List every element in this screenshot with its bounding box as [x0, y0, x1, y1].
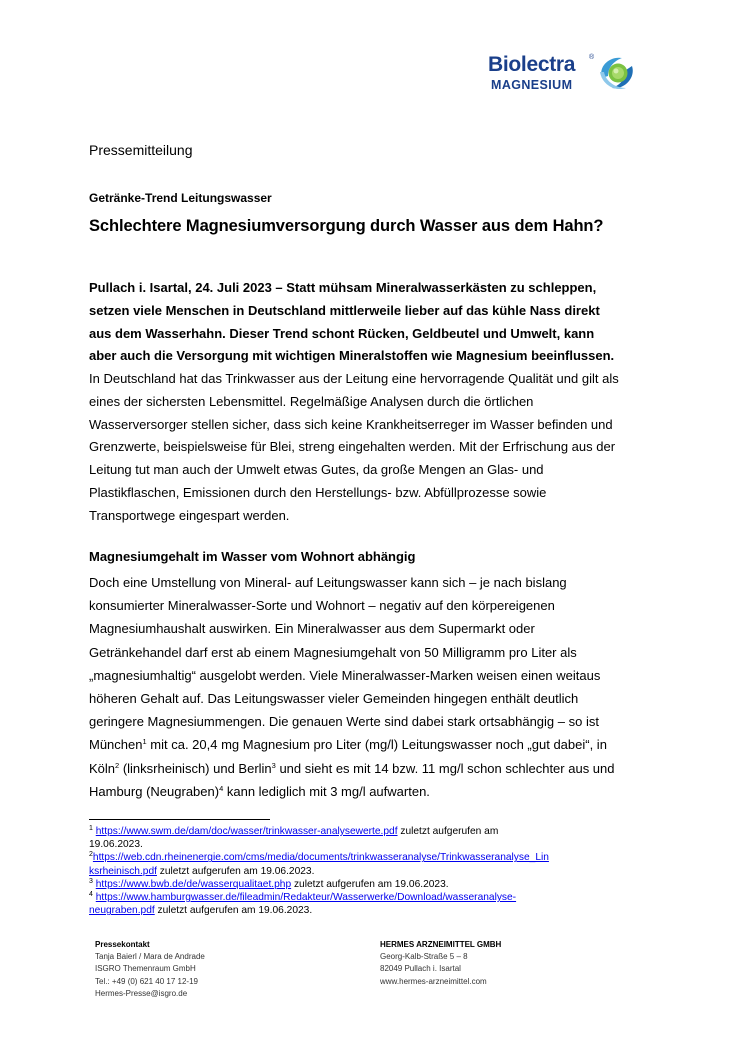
footnote-2-cont: [89, 865, 669, 878]
footnotes: [89, 825, 669, 917]
footnote-3: [89, 878, 669, 891]
body-line: Grenzwerte, beispielsweise für Blei, streng eingehalten werden. Mit der Erfrischung aus der: [89, 439, 616, 455]
body-line: konsumierter Mineralwasser-Sorte und Wohnort – negativ auf den körpereigenen: [89, 598, 555, 614]
section-heading: Magnesiumgehalt im Wasser vom Wohnort abhängig: [89, 549, 416, 564]
footnote-4: [89, 891, 669, 904]
body-line: [89, 733, 661, 756]
body-text: kann lediglich mit 3 mg/l aufwarten.: [223, 783, 430, 799]
brand-logo: [488, 52, 638, 96]
footnote-1: [89, 825, 669, 838]
footnote-text: zuletzt aufgerufen am 19.06.2023.: [156, 865, 315, 877]
headline: Schlechtere Magnesiumversorgung durch Wasser aus dem Hahn?: [89, 217, 604, 235]
footnote-number: 1: [89, 825, 93, 832]
footnote-number: 4: [89, 891, 93, 899]
footnote-4-cont: [89, 904, 669, 917]
press-contact-line: Tanja Baierl / Mara de Andrade: [95, 952, 205, 962]
footnote-ref[interactable]: 1: [142, 737, 147, 747]
lead-line: setzen viele Menschen in Deutschland mittlerweile lieber auf das kühle Nass direkt: [89, 302, 600, 318]
lead-line: aus dem Wasserhahn. Dieser Trend schont Rücken, Geldbeutel und Umwelt, kann: [89, 325, 595, 341]
body-line: Magnesiumhaushalt auswirken. Ein Mineralwasser aus dem Supermarkt oder: [89, 621, 535, 637]
logo-registered-mark: ®: [589, 54, 595, 61]
footnote-link[interactable]: ksrheinisch.pdf: [89, 865, 157, 877]
body-line: [89, 757, 661, 780]
body-line: geringere Magnesiummengen. Die genauen Werte sind dabei stark ortsabhängig – so ist: [89, 714, 599, 730]
body-line: Transportwege eingespart werden.: [89, 507, 290, 523]
body-line: eines der sichersten Lebensmittel. Regelmäßige Analysen durch die örtlichen: [89, 393, 534, 409]
logo-swirl-icon: [596, 52, 638, 94]
body-text: Hamburg (Neugraben): [89, 783, 220, 799]
footnote-separator: [89, 819, 270, 820]
press-contact-line: ISGRO Themenraum GmbH: [95, 964, 196, 974]
lead-line: aber auch die Versorgung mit wichtigen Mineralstoffen wie Magnesium beeinflussen.: [89, 348, 615, 364]
lead-paragraph: [89, 277, 661, 368]
footnote-number: 3: [89, 877, 93, 885]
company-line: 82049 Pullach i. Isartal: [380, 964, 461, 974]
company-website[interactable]: www.hermes-arzneimittel.com: [380, 976, 487, 986]
footnote-text: zuletzt aufgerufen am: [397, 826, 499, 837]
press-contact-line: Tel.: +49 (0) 621 40 17 12-19: [95, 976, 198, 986]
footnote-2: [89, 851, 669, 864]
logo-name: Biolectra: [488, 53, 576, 76]
footnote-text: zuletzt aufgerufen am 19.06.2023.: [291, 878, 449, 890]
body-line: [89, 780, 661, 803]
body-text: mit ca. 20,4 mg Magnesium pro Liter (mg/l) Leitungswasser noch „gut dabei“, in: [146, 737, 607, 753]
body-line: In Deutschland hat das Trinkwasser aus der Leitung eine hervorragende Qualität und gilt als: [89, 371, 619, 386]
body-line: „magnesiumhaltig“ ausgelobt werden. Viele Mineralwasser-Marken weisen einen weitaus: [89, 667, 601, 683]
footnote-link[interactable]: https://www.hamburgwasser.de/fileadmin/Redakteur/Wasserwerke/Download/wasseranalyse-: [95, 892, 517, 904]
body-paragraph-1: [89, 368, 661, 528]
footnote-link[interactable]: https://www.swm.de/dam/doc/wasser/trinkwasser-analysewerte.pdf: [95, 826, 398, 837]
body-text: (linksrheinisch) und Berlin: [119, 760, 272, 776]
body-line: Doch eine Umstellung von Mineral- auf Leitungswasser kann sich – je nach bislang: [89, 575, 567, 590]
footnote-link[interactable]: https://www.bwb.de/de/wasserqualitaet.php: [95, 878, 292, 890]
press-contact: [95, 939, 205, 1000]
body-paragraph-2: [89, 571, 661, 803]
body-line: Plastikflaschen, Emissionen durch den Herstellungs- bzw. Abfüllprozesse sowie: [89, 484, 547, 500]
company-line: Georg-Kalb-Straße 5 – 8: [380, 952, 468, 962]
footnote-link[interactable]: neugraben.pdf: [89, 905, 155, 917]
company-address: [380, 939, 501, 988]
body-text: Köln: [89, 760, 116, 776]
topic-kicker: Getränke-Trend Leitungswasser: [89, 191, 272, 205]
footnote-ref[interactable]: 3: [271, 760, 276, 770]
body-text: München: [89, 737, 143, 753]
company-name: HERMES ARZNEIMITTEL GMBH: [380, 940, 502, 949]
logo-subtitle: MAGNESIUM: [491, 78, 573, 92]
document-type-label: Pressemitteilung: [89, 142, 193, 158]
press-contact-title: Pressekontakt: [95, 940, 150, 949]
footnote-text: zuletzt aufgerufen am 19.06.2023.: [154, 905, 313, 917]
body-line: Leitung tut man auch der Umwelt etwas Gutes, da große Mengen an Glas- und: [89, 462, 544, 478]
footnote-1-cont: 19.06.2023.: [89, 839, 143, 851]
lead-line: Pullach i. Isartal, 24. Juli 2023 – Statt mühsam Mineralwasserkästen zu schleppen,: [89, 280, 597, 295]
body-line: Getränkehandel darf erst ab einem Magnesiumgehalt von 50 Milligramm pro Liter als: [89, 644, 577, 660]
footnote-ref[interactable]: 2: [115, 760, 120, 770]
body-text: und sieht es mit 14 bzw. 11 mg/l schon schlechter aus und: [275, 760, 615, 776]
press-contact-email[interactable]: Hermes-Presse@isgro.de: [95, 988, 188, 998]
body-line: höheren Gehalt auf. Das Leitungswasser vieler Gemeinden hingegen enthält deutlich: [89, 691, 579, 707]
footnote-link[interactable]: https://web.cdn.rheinenergie.com/cms/media/documents/trinkwasseranalyse/Trinkwasseranalyse_Lin: [92, 852, 549, 864]
footnote-ref[interactable]: 4: [219, 783, 224, 793]
footnote-number: 2: [89, 851, 93, 859]
body-line: Wasserversorger stellen sicher, dass sich keine Krankheitserreger im Wasser befinden und: [89, 416, 613, 432]
